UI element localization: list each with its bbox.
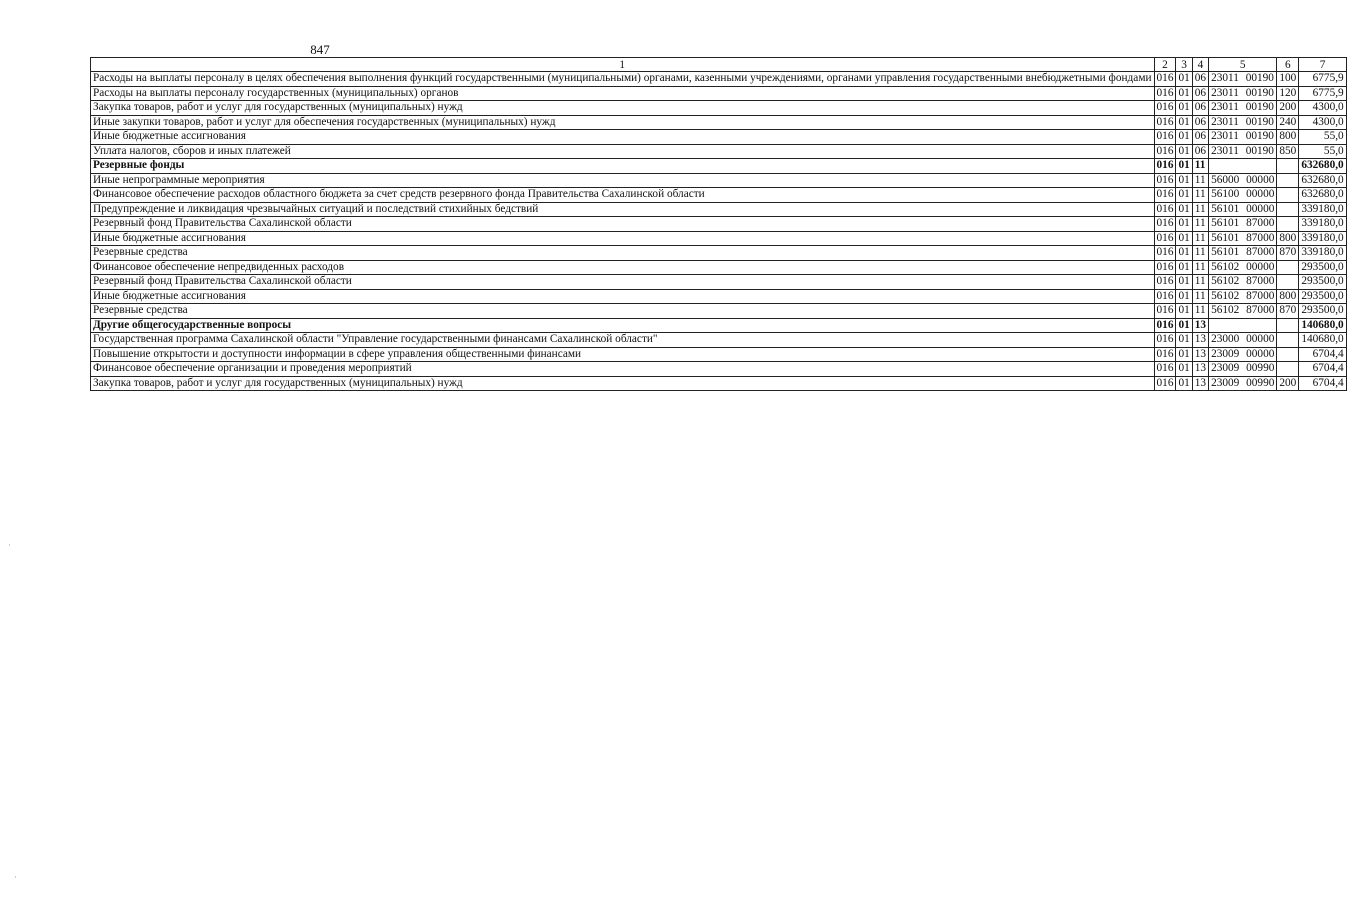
target-article-cell: 23009 00990 bbox=[1209, 362, 1277, 377]
target-article-cell: 23011 00190 bbox=[1209, 86, 1277, 101]
row-name-cell: Государственная программа Сахалинской области "Управление государственными финансами Сахалинской области" bbox=[91, 333, 1155, 348]
table-row bbox=[91, 231, 1347, 246]
amount-cell: 293500,0 bbox=[1299, 275, 1346, 290]
grbs-cell: 016 bbox=[1154, 144, 1176, 159]
table-row bbox=[91, 304, 1347, 319]
section-cell: 01 bbox=[1176, 115, 1192, 130]
target-article-cell: 23009 00000 bbox=[1209, 347, 1277, 362]
target-article-cell: 56102 00000 bbox=[1209, 260, 1277, 275]
section-cell: 01 bbox=[1176, 376, 1192, 391]
expense-type-cell bbox=[1277, 347, 1299, 362]
amount-cell: 632680,0 bbox=[1299, 188, 1346, 203]
row-name-cell: Резервные фонды bbox=[91, 159, 1155, 174]
amount-cell: 339180,0 bbox=[1299, 202, 1346, 217]
expense-type-cell: 240 bbox=[1277, 115, 1299, 130]
section-cell: 01 bbox=[1176, 86, 1192, 101]
row-name-cell: Закупка товаров, работ и услуг для государственных (муниципальных) нужд bbox=[91, 101, 1155, 116]
row-name-cell: Иные закупки товаров, работ и услуг для обеспечения государственных (муниципальных) нужд bbox=[91, 115, 1155, 130]
expense-type-cell: 870 bbox=[1277, 246, 1299, 261]
amount-cell: 293500,0 bbox=[1299, 260, 1346, 275]
table-row bbox=[91, 333, 1347, 348]
subsection-cell: 06 bbox=[1192, 130, 1208, 145]
row-name-cell: Финансовое обеспечение расходов областного бюджета за счет средств резервного фонда Правительства Сахалинской области bbox=[91, 188, 1155, 203]
grbs-cell: 016 bbox=[1154, 115, 1176, 130]
section-cell: 01 bbox=[1176, 231, 1192, 246]
amount-cell: 339180,0 bbox=[1299, 246, 1346, 261]
table-row bbox=[91, 144, 1347, 159]
grbs-cell: 016 bbox=[1154, 217, 1176, 232]
table-row bbox=[91, 376, 1347, 391]
row-name-cell: Повышение открытости и доступности информации в сфере управления общественными финансами bbox=[91, 347, 1155, 362]
amount-cell: 6704,4 bbox=[1299, 376, 1346, 391]
column-header: 1 bbox=[91, 58, 1155, 72]
grbs-cell: 016 bbox=[1154, 72, 1176, 87]
table-row bbox=[91, 173, 1347, 188]
expense-type-cell: 800 bbox=[1277, 289, 1299, 304]
expense-type-cell: 870 bbox=[1277, 304, 1299, 319]
section-cell: 01 bbox=[1176, 217, 1192, 232]
grbs-cell: 016 bbox=[1154, 275, 1176, 290]
row-name-cell: Иные непрограммные мероприятия bbox=[91, 173, 1155, 188]
grbs-cell: 016 bbox=[1154, 188, 1176, 203]
expense-type-cell bbox=[1277, 217, 1299, 232]
grbs-cell: 016 bbox=[1154, 376, 1176, 391]
subsection-cell: 11 bbox=[1192, 260, 1208, 275]
subsection-cell: 06 bbox=[1192, 101, 1208, 116]
row-name-cell: Резервные средства bbox=[91, 304, 1155, 319]
subsection-cell: 11 bbox=[1192, 159, 1208, 174]
target-article-cell: 56102 87000 bbox=[1209, 304, 1277, 319]
table-row bbox=[91, 72, 1347, 87]
target-article-cell bbox=[1209, 159, 1277, 174]
expense-type-cell: 850 bbox=[1277, 144, 1299, 159]
column-header: 4 bbox=[1192, 58, 1208, 72]
expense-type-cell bbox=[1277, 159, 1299, 174]
row-name-cell: Иные бюджетные ассигнования bbox=[91, 130, 1155, 145]
expense-type-cell: 200 bbox=[1277, 101, 1299, 116]
table-row bbox=[91, 202, 1347, 217]
subsection-cell: 11 bbox=[1192, 188, 1208, 203]
amount-cell: 293500,0 bbox=[1299, 289, 1346, 304]
row-name-cell: Иные бюджетные ассигнования bbox=[91, 231, 1155, 246]
target-article-cell: 56101 87000 bbox=[1209, 246, 1277, 261]
row-name-cell: Резервный фонд Правительства Сахалинской области bbox=[91, 275, 1155, 290]
target-article-cell: 56102 87000 bbox=[1209, 289, 1277, 304]
section-cell: 01 bbox=[1176, 130, 1192, 145]
subsection-cell: 13 bbox=[1192, 362, 1208, 377]
table-row bbox=[91, 86, 1347, 101]
amount-cell: 339180,0 bbox=[1299, 217, 1346, 232]
amount-cell: 4300,0 bbox=[1299, 115, 1346, 130]
section-cell: 01 bbox=[1176, 260, 1192, 275]
budget-table bbox=[90, 57, 1347, 391]
grbs-cell: 016 bbox=[1154, 260, 1176, 275]
section-cell: 01 bbox=[1176, 347, 1192, 362]
target-article-cell: 23009 00990 bbox=[1209, 376, 1277, 391]
table-row bbox=[91, 188, 1347, 203]
amount-cell: 339180,0 bbox=[1299, 231, 1346, 246]
grbs-cell: 016 bbox=[1154, 362, 1176, 377]
scan-speck: · bbox=[8, 540, 11, 550]
row-name-cell: Резервный фонд Правительства Сахалинской области bbox=[91, 217, 1155, 232]
target-article-cell: 56101 00000 bbox=[1209, 202, 1277, 217]
expense-type-cell bbox=[1277, 188, 1299, 203]
table-row bbox=[91, 246, 1347, 261]
table-row bbox=[91, 347, 1347, 362]
grbs-cell: 016 bbox=[1154, 289, 1176, 304]
section-cell: 01 bbox=[1176, 275, 1192, 290]
expense-type-cell: 800 bbox=[1277, 130, 1299, 145]
table-row bbox=[91, 362, 1347, 377]
grbs-cell: 016 bbox=[1154, 333, 1176, 348]
table-row bbox=[91, 130, 1347, 145]
grbs-cell: 016 bbox=[1154, 246, 1176, 261]
row-name-cell: Финансовое обеспечение организации и проведения мероприятий bbox=[91, 362, 1155, 377]
expense-type-cell bbox=[1277, 260, 1299, 275]
target-article-cell: 23011 00190 bbox=[1209, 72, 1277, 87]
column-header: 7 bbox=[1299, 58, 1346, 72]
amount-cell: 293500,0 bbox=[1299, 304, 1346, 319]
amount-cell: 6775,9 bbox=[1299, 72, 1346, 87]
header-row bbox=[91, 58, 1347, 72]
amount-cell: 55,0 bbox=[1299, 144, 1346, 159]
subsection-cell: 13 bbox=[1192, 318, 1208, 333]
section-cell: 01 bbox=[1176, 101, 1192, 116]
subsection-cell: 11 bbox=[1192, 231, 1208, 246]
table-row bbox=[91, 318, 1347, 333]
column-header: 6 bbox=[1277, 58, 1299, 72]
target-article-cell: 56100 00000 bbox=[1209, 188, 1277, 203]
expense-type-cell bbox=[1277, 362, 1299, 377]
expense-type-cell: 100 bbox=[1277, 72, 1299, 87]
section-cell: 01 bbox=[1176, 333, 1192, 348]
subsection-cell: 06 bbox=[1192, 86, 1208, 101]
target-article-cell bbox=[1209, 318, 1277, 333]
row-name-cell: Резервные средства bbox=[91, 246, 1155, 261]
section-cell: 01 bbox=[1176, 188, 1192, 203]
section-cell: 01 bbox=[1176, 318, 1192, 333]
section-cell: 01 bbox=[1176, 246, 1192, 261]
section-cell: 01 bbox=[1176, 72, 1192, 87]
target-article-cell: 56102 87000 bbox=[1209, 275, 1277, 290]
page-number: 847 bbox=[310, 42, 330, 57]
section-cell: 01 bbox=[1176, 144, 1192, 159]
row-name-cell: Расходы на выплаты персоналу государственных (муниципальных) органов bbox=[91, 86, 1155, 101]
target-article-cell: 23000 00000 bbox=[1209, 333, 1277, 348]
scan-speck: · bbox=[14, 872, 17, 882]
table-row bbox=[91, 101, 1347, 116]
column-header: 5 bbox=[1209, 58, 1277, 72]
amount-cell: 4300,0 bbox=[1299, 101, 1346, 116]
grbs-cell: 016 bbox=[1154, 231, 1176, 246]
grbs-cell: 016 bbox=[1154, 86, 1176, 101]
target-article-cell: 56000 00000 bbox=[1209, 173, 1277, 188]
subsection-cell: 11 bbox=[1192, 275, 1208, 290]
table-row bbox=[91, 275, 1347, 290]
subsection-cell: 06 bbox=[1192, 144, 1208, 159]
table-row bbox=[91, 289, 1347, 304]
table-row bbox=[91, 159, 1347, 174]
target-article-cell: 23011 00190 bbox=[1209, 130, 1277, 145]
section-cell: 01 bbox=[1176, 362, 1192, 377]
subsection-cell: 13 bbox=[1192, 347, 1208, 362]
column-header: 2 bbox=[1154, 58, 1176, 72]
expense-type-cell bbox=[1277, 173, 1299, 188]
subsection-cell: 11 bbox=[1192, 217, 1208, 232]
section-cell: 01 bbox=[1176, 202, 1192, 217]
row-name-cell: Иные бюджетные ассигнования bbox=[91, 289, 1155, 304]
amount-cell: 140680,0 bbox=[1299, 318, 1346, 333]
section-cell: 01 bbox=[1176, 304, 1192, 319]
section-cell: 01 bbox=[1176, 289, 1192, 304]
amount-cell: 140680,0 bbox=[1299, 333, 1346, 348]
row-name-cell: Предупреждение и ликвидация чрезвычайных ситуаций и последствий стихийных бедствий bbox=[91, 202, 1155, 217]
amount-cell: 55,0 bbox=[1299, 130, 1346, 145]
subsection-cell: 06 bbox=[1192, 72, 1208, 87]
row-name-cell: Другие общегосударственные вопросы bbox=[91, 318, 1155, 333]
expense-type-cell bbox=[1277, 318, 1299, 333]
amount-cell: 6775,9 bbox=[1299, 86, 1346, 101]
target-article-cell: 23011 00190 bbox=[1209, 144, 1277, 159]
target-article-cell: 56101 87000 bbox=[1209, 231, 1277, 246]
grbs-cell: 016 bbox=[1154, 347, 1176, 362]
expense-type-cell: 800 bbox=[1277, 231, 1299, 246]
expense-type-cell: 120 bbox=[1277, 86, 1299, 101]
subsection-cell: 11 bbox=[1192, 246, 1208, 261]
grbs-cell: 016 bbox=[1154, 202, 1176, 217]
grbs-cell: 016 bbox=[1154, 130, 1176, 145]
expense-type-cell bbox=[1277, 202, 1299, 217]
target-article-cell: 56101 87000 bbox=[1209, 217, 1277, 232]
subsection-cell: 13 bbox=[1192, 333, 1208, 348]
subsection-cell: 13 bbox=[1192, 376, 1208, 391]
table-row bbox=[91, 260, 1347, 275]
expense-type-cell: 200 bbox=[1277, 376, 1299, 391]
subsection-cell: 06 bbox=[1192, 115, 1208, 130]
target-article-cell: 23011 00190 bbox=[1209, 115, 1277, 130]
grbs-cell: 016 bbox=[1154, 159, 1176, 174]
target-article-cell: 23011 00190 bbox=[1209, 101, 1277, 116]
table-row bbox=[91, 217, 1347, 232]
row-name-cell: Закупка товаров, работ и услуг для государственных (муниципальных) нужд bbox=[91, 376, 1155, 391]
grbs-cell: 016 bbox=[1154, 304, 1176, 319]
amount-cell: 632680,0 bbox=[1299, 173, 1346, 188]
subsection-cell: 11 bbox=[1192, 304, 1208, 319]
amount-cell: 6704,4 bbox=[1299, 347, 1346, 362]
amount-cell: 632680,0 bbox=[1299, 159, 1346, 174]
row-name-cell: Уплата налогов, сборов и иных платежей bbox=[91, 144, 1155, 159]
table-body bbox=[91, 72, 1347, 391]
section-cell: 01 bbox=[1176, 159, 1192, 174]
grbs-cell: 016 bbox=[1154, 318, 1176, 333]
amount-cell: 6704,4 bbox=[1299, 362, 1346, 377]
row-name-cell: Расходы на выплаты персоналу в целях обеспечения выполнения функций государственными (муниципальными) органами, казенными учреждениями, органами управления государственными внебюджетными фондами bbox=[91, 72, 1155, 87]
expense-type-cell bbox=[1277, 275, 1299, 290]
expense-type-cell bbox=[1277, 333, 1299, 348]
table-row bbox=[91, 115, 1347, 130]
row-name-cell: Финансовое обеспечение непредвиденных расходов bbox=[91, 260, 1155, 275]
column-header: 3 bbox=[1176, 58, 1192, 72]
subsection-cell: 11 bbox=[1192, 173, 1208, 188]
grbs-cell: 016 bbox=[1154, 101, 1176, 116]
subsection-cell: 11 bbox=[1192, 289, 1208, 304]
section-cell: 01 bbox=[1176, 173, 1192, 188]
subsection-cell: 11 bbox=[1192, 202, 1208, 217]
grbs-cell: 016 bbox=[1154, 173, 1176, 188]
